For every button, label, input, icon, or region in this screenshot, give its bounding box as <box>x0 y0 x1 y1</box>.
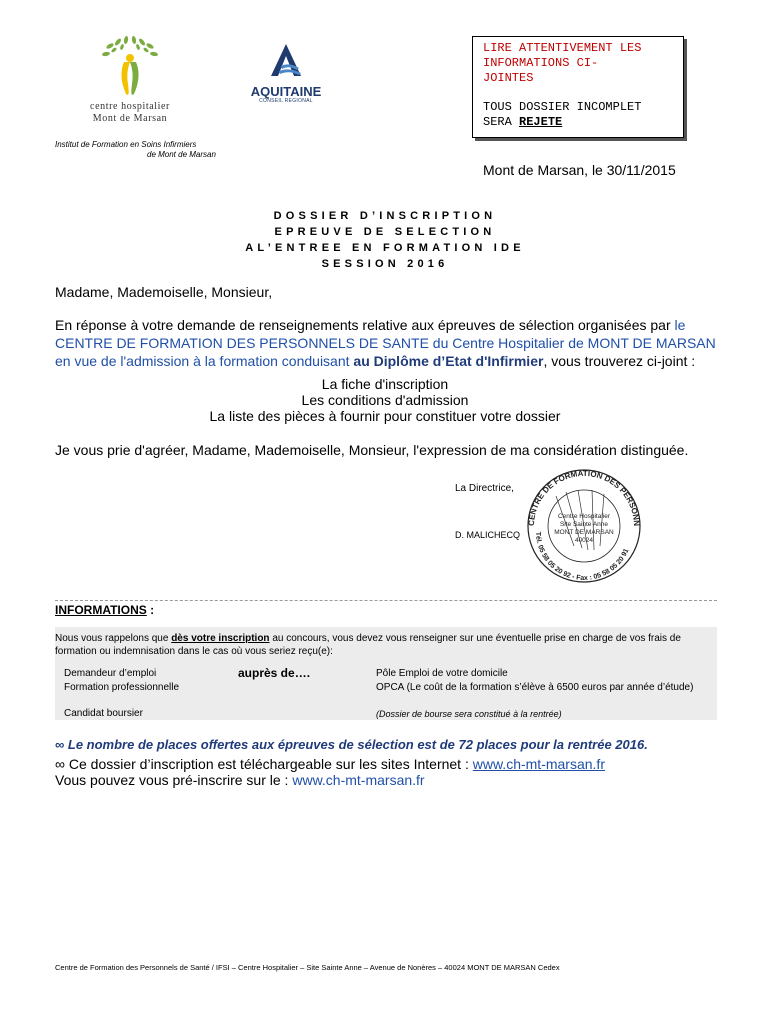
intro-diploma: au Diplôme d’Etat d'Infirmier <box>353 353 544 369</box>
stamp-ring-text: CENTRE DE FORMATION DES PERSONN <box>526 468 642 527</box>
download-info <box>55 756 605 788</box>
warning-reject: REJETE <box>519 115 563 129</box>
row1-left: Demandeur d’emploi <box>64 668 157 679</box>
title-line2: EPREUVE DE SELECTION <box>274 226 496 238</box>
intro-paragraph <box>55 316 720 370</box>
intro-text-part2: au concours, vous devez vous renseigner sur une éventuelle prise en charge de vos frais de formation ou indemnisation dans le cas où vous seriez reçu(e): <box>55 633 681 657</box>
row3-right: (Dossier de bourse sera constitué à la rentrée) <box>376 709 562 719</box>
letter-date: Mont de Marsan, le 30/11/2015 <box>483 162 676 178</box>
stamp-center-line2: Site Sainte Anne <box>559 521 609 528</box>
centre-hospitalier-logo <box>80 36 180 124</box>
official-stamp <box>516 466 652 586</box>
download-line2 <box>55 772 605 788</box>
intro-part4: , vous trouverez ci-joint : <box>543 353 696 369</box>
stamp-phone-text: Tél. 05 58 05 20 92 - Fax : 05 58 05 20 91 <box>533 531 631 583</box>
website-link-1[interactable]: www.ch-mt-marsan.fr <box>472 756 605 772</box>
title-line3: AL’ENTREE EN FORMATION IDE <box>245 242 525 254</box>
download-line1 <box>55 756 605 772</box>
enclosures-list <box>0 376 770 424</box>
informations-heading <box>55 603 154 617</box>
informations-intro <box>55 632 717 658</box>
intro-part1: En réponse à votre demande de renseignements relative aux épreuves de sélection organisées par <box>55 317 675 333</box>
institute-line1: Institut de Formation en Soins Infirmiers <box>55 140 197 149</box>
section-divider <box>55 600 717 601</box>
informations-title: INFORMATIONS <box>55 603 147 617</box>
institute-name <box>55 140 216 160</box>
row2-left: Formation professionnelle <box>64 682 180 693</box>
signature-name: D. MALICHECQ <box>455 530 521 540</box>
signature-role: La Directrice, <box>455 483 514 494</box>
contact-middle: auprès de…. <box>238 666 311 680</box>
closing-regards: Je vous prie d'agréer, Madame, Mademoiselle, Monsieur, l'expression de ma considération distinguée. <box>55 442 689 458</box>
aquitaine-name: AQUITAINE <box>250 84 322 99</box>
list-item: Les conditions d'admission <box>301 392 469 408</box>
intro-text-part1: Nous vous rappelons que <box>55 633 172 644</box>
document-title <box>0 208 770 272</box>
row3-left: Candidat boursier <box>64 708 143 719</box>
warning-line5 <box>483 115 677 130</box>
stamp-center-line3: MONT DE MARSAN <box>554 529 614 536</box>
aquitaine-a-icon <box>261 42 311 78</box>
title-line4: SESSION 2016 <box>321 258 449 270</box>
website-link-2[interactable]: www.ch-mt-marsan.fr <box>292 772 425 788</box>
stamp-center-line4: 40024 <box>574 537 594 544</box>
stamp-center-line1: Centre Hospitalier <box>557 513 611 520</box>
tree-figure-icon <box>80 36 180 100</box>
warning-line3: JOINTES <box>483 71 534 85</box>
warning-line1: LIRE ATTENTIVEMENT LES <box>483 41 642 55</box>
aquitaine-subtitle: CONSEIL REGIONAL <box>259 98 313 104</box>
warning-line4: TOUS DOSSIER INCOMPLET <box>483 100 642 114</box>
warning-line5-prefix: SERA <box>483 115 520 129</box>
informations-colon: : <box>146 603 155 617</box>
list-item: La liste des pièces à fournir pour constituer votre dossier <box>209 408 561 424</box>
stamp-seal-icon <box>516 466 652 586</box>
aquitaine-logo <box>243 42 329 102</box>
row1-right: Pôle Emploi de votre domicile <box>376 668 508 679</box>
page-footer: Centre de Formation des Personnels de Santé / IFSI – Centre Hospitalier – Site Sainte Anne – Avenue de Nonères – 40024 MONT DE MARSAN Cedex <box>55 963 560 972</box>
row2-right: OPCA (Le coût de la formation s’élève à 6500 euros par année d’étude) <box>376 682 694 693</box>
institute-line2: de Mont de Marsan <box>147 150 216 159</box>
download-text1: ∞ Ce dossier d’inscription est téléchargeable sur les sites Internet : <box>55 756 473 772</box>
intro-text-bold: dès votre inscription <box>171 633 270 644</box>
title-line1: DOSSIER D’INSCRIPTION <box>273 210 497 222</box>
list-item: La fiche d'inscription <box>321 376 449 392</box>
warning-box <box>472 36 684 138</box>
places-notice: ∞ Le nombre de places offertes aux épreuves de sélection est de 72 places pour la rentrée 2016. <box>55 737 648 752</box>
centre-hospitalier-text-line1: centre hospitalier <box>90 101 170 112</box>
download-text2: Vous pouvez vous pré-inscrire sur le : <box>55 772 293 788</box>
warning-line2: INFORMATIONS CI- <box>483 56 599 70</box>
centre-hospitalier-text-line2: Mont de Marsan <box>92 113 168 124</box>
salutation: Madame, Mademoiselle, Monsieur, <box>55 284 273 300</box>
intro-part2: le CENTRE DE FORMATION DES PERSONNELS DE SANTE du Centre Hospitalier de MONT DE MARSAN en vue de l'admission à la formation conduisant <box>55 317 716 369</box>
